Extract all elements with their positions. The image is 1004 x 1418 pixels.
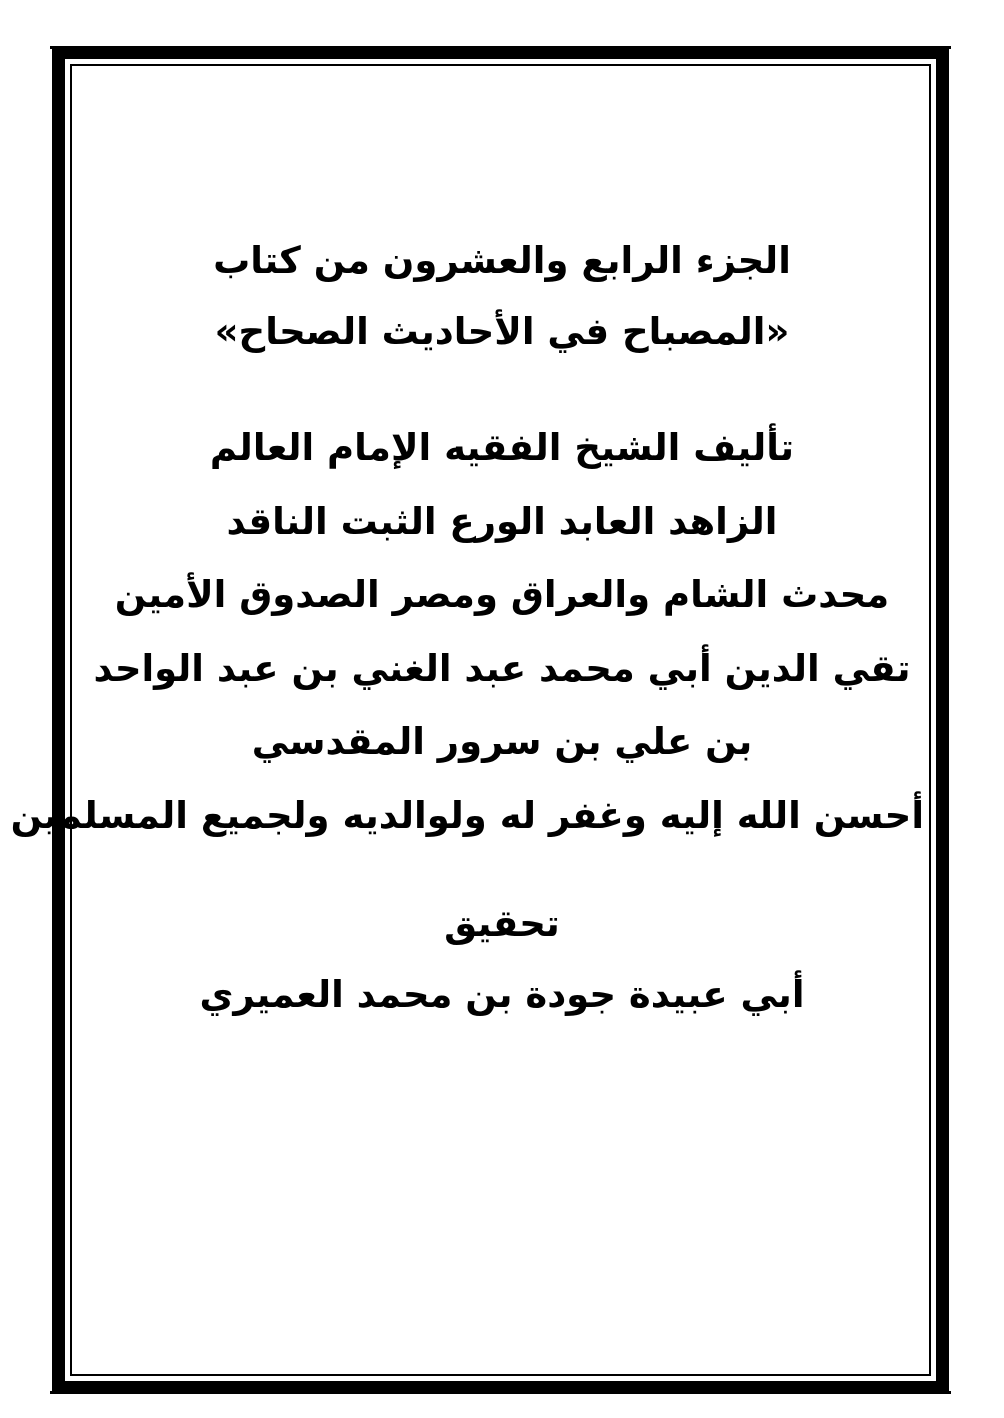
border-edge-bottom xyxy=(50,1391,951,1394)
author-line-2: الزاهد العابد الورع الثبت الناقد xyxy=(226,499,778,543)
editor-block xyxy=(80,903,924,1016)
book-title-block xyxy=(80,240,924,353)
author-line-4: تقي الدين أبي محمد عبد الغني بن عبد الواحد xyxy=(93,646,911,690)
border-edge-left xyxy=(52,46,55,1394)
author-line-5: بن علي بن سرور المقدسي xyxy=(251,720,753,764)
volume-title-line: الجزء الرابع والعشرون من كتاب xyxy=(213,239,791,282)
title-page-content xyxy=(10,239,924,1044)
editor-name: أبي عبيدة جودة بن محمد العميري xyxy=(199,972,805,1016)
border-edge-top xyxy=(50,46,951,49)
border-edge-right xyxy=(946,46,949,1394)
author-line-1: تأليف الشيخ الفقيه الإمام العالم xyxy=(209,426,795,470)
book-title-line: «المصباح في الأحاديث الصحاح» xyxy=(214,309,790,353)
author-block xyxy=(10,426,924,837)
author-line-6: أحسن الله إليه وغفر له ولوالديه ولجميع المسلمين xyxy=(10,793,924,837)
author-line-3: محدث الشام والعراق ومصر الصدوق الأمين xyxy=(114,573,890,617)
editor-label: تحقيق xyxy=(444,902,560,946)
